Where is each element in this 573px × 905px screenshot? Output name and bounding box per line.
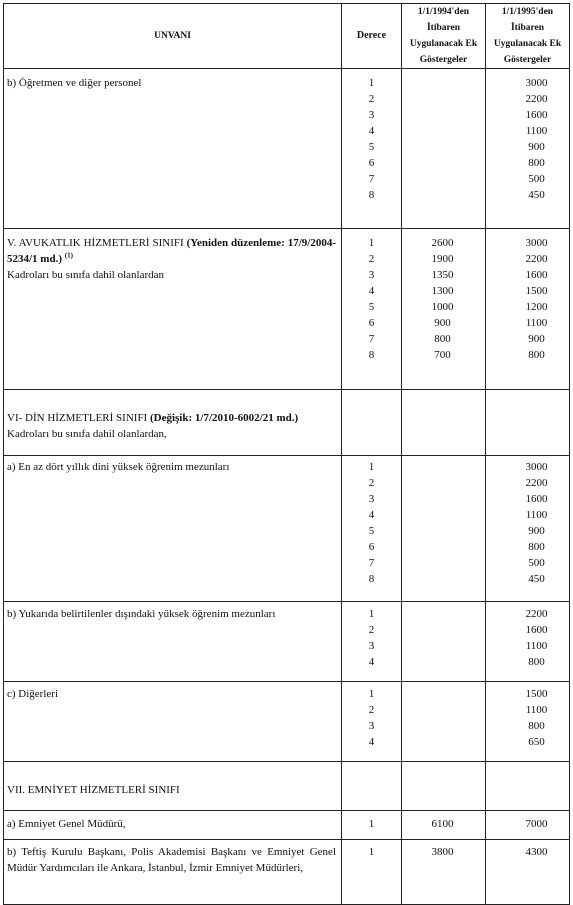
value-line: 1500 — [525, 285, 548, 297]
value-line: 2200 — [525, 253, 548, 265]
derece-list — [342, 816, 401, 832]
derece-cell — [342, 390, 402, 456]
value-line: 2 — [368, 624, 375, 636]
row-title — [4, 811, 342, 840]
section-subtitle: Kadroları bu sınıfa dahil olanlardan — [7, 269, 165, 281]
derece-cell — [342, 69, 402, 229]
derece-cell — [342, 762, 402, 811]
document-page — [3, 3, 569, 905]
value-line: 7000 — [525, 818, 548, 830]
row-title — [4, 390, 342, 456]
value-line: 2 — [368, 477, 375, 489]
ek-1995-cell — [486, 840, 570, 905]
value-line: 8 — [368, 189, 375, 201]
row-title — [4, 602, 342, 682]
derece-cell — [342, 682, 402, 762]
value-line: 4 — [368, 285, 375, 297]
ek-1994-cell — [402, 840, 486, 905]
table-row — [4, 390, 570, 456]
derece-cell — [342, 840, 402, 905]
row-title — [4, 456, 342, 602]
value-line: 1600 — [525, 493, 548, 505]
value-line: 1 — [368, 846, 375, 858]
value-line: 7 — [368, 557, 375, 569]
ek-1994-list — [402, 844, 483, 860]
ek-1994-cell — [402, 456, 486, 602]
value-line: 1100 — [525, 704, 548, 716]
value-line: 2200 — [525, 608, 548, 620]
value-line: 4 — [368, 656, 375, 668]
header-1995-line: İtibaren — [510, 23, 545, 33]
header-1994-line: Göstergeler — [419, 55, 468, 65]
ek-1995-cell — [486, 602, 570, 682]
ek-1994-cell — [402, 811, 486, 840]
value-line: 6100 — [431, 818, 454, 830]
derece-cell — [342, 456, 402, 602]
value-line: 8 — [368, 573, 375, 585]
ek-1995-list — [504, 459, 569, 587]
header-1994-line: 1/1/1994'den — [417, 7, 470, 17]
derece-list — [342, 844, 401, 860]
value-line: 1350 — [431, 269, 454, 281]
value-line: 500 — [528, 557, 545, 569]
ek-1995-cell — [486, 762, 570, 811]
section-title — [7, 235, 336, 267]
row-title — [4, 762, 342, 811]
value-line: 3 — [368, 269, 375, 281]
value-line: 5 — [368, 301, 375, 313]
value-line: 1500 — [525, 688, 548, 700]
ek-gosterge-table — [3, 3, 570, 905]
table-row — [4, 229, 570, 390]
derece-list — [342, 235, 401, 363]
row-title — [4, 682, 342, 762]
value-line: 1000 — [431, 301, 454, 313]
table-row — [4, 762, 570, 811]
row-title — [4, 69, 342, 229]
ek-1994-cell — [402, 682, 486, 762]
table-header-row — [4, 4, 570, 69]
value-line: 2 — [368, 704, 375, 716]
ek-1995-cell — [486, 229, 570, 390]
value-line: 3000 — [525, 237, 548, 249]
value-line: 800 — [528, 157, 545, 169]
ek-1994-cell — [402, 390, 486, 456]
value-line: 5 — [368, 525, 375, 537]
value-line: 900 — [528, 525, 545, 537]
ek-1995-cell — [486, 811, 570, 840]
header-1995 — [486, 4, 570, 69]
header-1994 — [402, 4, 486, 69]
section-title: VII. EMNİYET HİZMETLERİ SINIFI — [7, 784, 180, 796]
value-line: 5 — [368, 141, 375, 153]
value-line: 1600 — [525, 109, 548, 121]
header-unvani: UNVANI — [4, 4, 342, 69]
ek-1994-list — [402, 816, 483, 832]
value-line: 3 — [368, 720, 375, 732]
value-line: 2200 — [525, 93, 548, 105]
value-line: 1900 — [431, 253, 454, 265]
value-line: 1200 — [525, 301, 548, 313]
table-row — [4, 840, 570, 905]
derece-list — [342, 686, 401, 750]
value-line: 1300 — [431, 285, 454, 297]
table-row — [4, 602, 570, 682]
value-line: 3000 — [525, 461, 548, 473]
value-line: 4300 — [525, 846, 548, 858]
value-line: 700 — [434, 349, 451, 361]
value-line: 3000 — [525, 77, 548, 89]
value-line: 6 — [368, 541, 375, 553]
value-line: 4 — [368, 509, 375, 521]
value-line: 1 — [368, 818, 375, 830]
row-title-text: b) Yukarıda belirtilenler dışındaki yüksek öğrenim mezunları — [7, 608, 276, 620]
value-line: 1100 — [525, 317, 548, 329]
header-1995-line: Göstergeler — [503, 55, 552, 65]
ek-1994-list — [402, 235, 483, 363]
value-line: 1600 — [525, 624, 548, 636]
section-title-bold: (Yeniden düzenleme: 17/9/2004-5234/1 md.) — [7, 237, 336, 265]
derece-list — [342, 606, 401, 670]
footnote-marker: (1) — [64, 251, 73, 260]
table-row — [4, 456, 570, 602]
ek-1995-list — [504, 816, 569, 832]
value-line: 800 — [528, 720, 545, 732]
ek-1995-list — [504, 606, 569, 670]
section-title-text: V. AVUKATLIK HİZMETLERİ SINIFI — [7, 237, 187, 249]
value-line: 900 — [528, 333, 545, 345]
value-line: 1 — [368, 237, 375, 249]
row-title — [4, 840, 342, 905]
value-line: 2600 — [431, 237, 454, 249]
value-line: 1 — [368, 461, 375, 473]
value-line: 800 — [528, 349, 545, 361]
header-1994-line: Uygulanacak Ek — [409, 39, 478, 49]
ek-1995-list — [504, 235, 569, 363]
table-row — [4, 811, 570, 840]
ek-1995-cell — [486, 69, 570, 229]
value-line: 6 — [368, 317, 375, 329]
value-line: 2 — [368, 253, 375, 265]
ek-1995-list — [504, 844, 569, 860]
value-line: 900 — [434, 317, 451, 329]
value-line: 1100 — [525, 640, 548, 652]
value-line: 800 — [528, 656, 545, 668]
header-1994-line: İtibaren — [426, 23, 461, 33]
row-title — [4, 229, 342, 390]
value-line: 3 — [368, 640, 375, 652]
value-line: 7 — [368, 173, 375, 185]
value-line: 4 — [368, 125, 375, 137]
ek-1995-cell — [486, 456, 570, 602]
value-line: 8 — [368, 349, 375, 361]
header-derece: Derece — [342, 4, 402, 69]
value-line: 3800 — [431, 846, 454, 858]
value-line: 4 — [368, 736, 375, 748]
table-row — [4, 69, 570, 229]
value-line: 450 — [528, 573, 545, 585]
row-title-text: b) Teftiş Kurulu Başkanı, Polis Akademisi Başkanı ve Emniyet Genel Müdür Yardımcıları ile Ankara, İstanbul, İzmir Emniyet Müdürleri, — [7, 846, 336, 874]
value-line: 500 — [528, 173, 545, 185]
section-title-text: VI- DİN HİZMETLERİ SINIFI — [7, 412, 150, 424]
derece-list — [342, 75, 401, 203]
value-line: 800 — [528, 541, 545, 553]
row-title-text: c) Diğerleri — [7, 688, 58, 700]
value-line: 3 — [368, 109, 375, 121]
ek-1995-list — [504, 75, 569, 203]
value-line: 1100 — [525, 125, 548, 137]
ek-1994-cell — [402, 602, 486, 682]
row-title-text: a) Emniyet Genel Müdürü, — [7, 818, 126, 830]
ek-1994-cell — [402, 229, 486, 390]
ek-1995-cell — [486, 682, 570, 762]
value-line: 650 — [528, 736, 545, 748]
table-row — [4, 682, 570, 762]
ek-1994-cell — [402, 762, 486, 811]
ek-1995-list — [504, 686, 569, 750]
derece-cell — [342, 229, 402, 390]
value-line: 3 — [368, 493, 375, 505]
value-line: 450 — [528, 189, 545, 201]
value-line: 6 — [368, 157, 375, 169]
row-title-text: a) En az dört yıllık dini yüksek öğrenim mezunları — [7, 461, 230, 473]
value-line: 800 — [434, 333, 451, 345]
header-1995-line: 1/1/1995'den — [501, 7, 554, 17]
value-line: 1 — [368, 77, 375, 89]
derece-list — [342, 459, 401, 587]
row-title-text: b) Öğretmen ve diğer personel — [7, 77, 142, 89]
ek-1994-cell — [402, 69, 486, 229]
header-1995-line: Uygulanacak Ek — [493, 39, 562, 49]
value-line: 1 — [368, 688, 375, 700]
value-line: 1100 — [525, 509, 548, 521]
value-line: 2200 — [525, 477, 548, 489]
ek-1995-cell — [486, 390, 570, 456]
section-subtitle: Kadroları bu sınıfa dahil olanlardan, — [7, 428, 167, 440]
value-line: 2 — [368, 93, 375, 105]
value-line: 1600 — [525, 269, 548, 281]
section-title — [7, 410, 336, 426]
value-line: 1 — [368, 608, 375, 620]
section-title-bold: (Değişik: 1/7/2010-6002/21 md.) — [149, 412, 299, 424]
derece-cell — [342, 811, 402, 840]
value-line: 7 — [368, 333, 375, 345]
value-line: 900 — [528, 141, 545, 153]
derece-cell — [342, 602, 402, 682]
